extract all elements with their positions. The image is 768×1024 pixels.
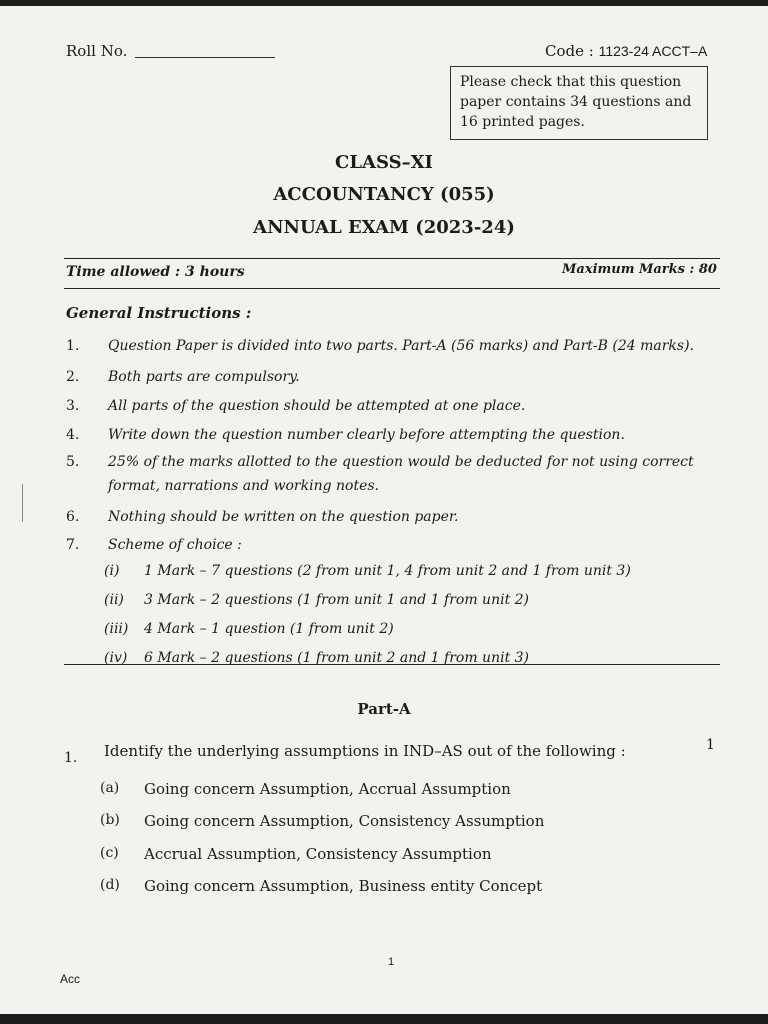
exam-page: Roll No. Code : 1123-24 ACCT–A Please check that this question paper contains 34 questions and 16 printed pages. CLASS–XI ACCOUNTANCY (055) ANNUAL EXAM (2023-24) Time allowed : 3 hours Maximum Marks : 80 General Instructions : 1. Question Paper is divided into two parts. Part-A (56 marks) and Part-B (24 marks). 2. Both parts are compulsory. 3. All parts of the question should be attempted at one place. 4. Write down the question number clearly before attempting the question. 5. 25% of the marks allotted to the question would be deducted for not using correct format, narrations and working notes. 6. Nothing should be written on the question paper. 7. Scheme of choice : (i) 1 Mark – 7 questions (2 from unit 1, 4 from unit 2 and 1 from unit 3) (ii) 3 Mark – 2 questions (1 from unit 1 and 1 from unit 2) (iii) 4 Mark – 1 question (1 from unit 2) (iv) 6 Mark – 2 questions (1 from unit 2 and 1 from unit 3) Part-A 1. Identify the underlying assumptions in IND–AS out of the following : 1 (a) Going concern Assumption, Accrual Assumption (b) Going concern Assumption, Consistency Assumption (c) Accrual Assumption, Consistency Assumption (d) Going concern Assumption, Business entity Concept 1 Acc bbox=[0, 6, 768, 1014]
option-text: Going concern Assumption, Consistency Assumption bbox=[144, 812, 545, 830]
option-label: (b) bbox=[100, 812, 120, 828]
question-text: Identify the underlying assumptions in IND–AS out of the following : bbox=[104, 742, 626, 760]
instructions-heading: General Instructions : bbox=[66, 304, 252, 322]
divider-top bbox=[64, 258, 720, 259]
choice-number: (iii) bbox=[104, 621, 129, 637]
time-allowed: Time allowed : 3 hours bbox=[66, 264, 245, 280]
choice-text: 1 Mark – 7 questions (2 from unit 1, 4 from unit 2 and 1 from unit 3) bbox=[144, 563, 631, 579]
option-label: (a) bbox=[100, 780, 120, 796]
code-value: 1123-24 ACCT–A bbox=[598, 43, 708, 59]
footer-code: Acc bbox=[60, 972, 81, 986]
option-text: Going concern Assumption, Business entity Concept bbox=[144, 877, 543, 895]
choice-number: (i) bbox=[104, 563, 120, 579]
part-a-heading: Part-A bbox=[357, 700, 411, 718]
exam-title: ANNUAL EXAM (2023-24) bbox=[253, 217, 515, 238]
instructions-end-divider bbox=[64, 664, 720, 665]
option-text: Going concern Assumption, Accrual Assumption bbox=[144, 780, 511, 798]
choice-text: 3 Mark – 2 questions (1 from unit 1 and 1 from unit 2) bbox=[144, 592, 530, 608]
roll-label: Roll No. bbox=[66, 42, 128, 60]
roll-blank-line bbox=[135, 57, 275, 58]
maximum-marks: Maximum Marks : 80 bbox=[562, 262, 717, 277]
page-number: 1 bbox=[388, 956, 395, 968]
margin-pen-mark bbox=[22, 484, 23, 522]
paper-code bbox=[545, 42, 707, 60]
option-text: Accrual Assumption, Consistency Assumption bbox=[144, 845, 492, 863]
subject-title: ACCOUNTANCY (055) bbox=[273, 184, 495, 205]
option-label: (c) bbox=[100, 845, 119, 861]
class-title: CLASS–XI bbox=[335, 152, 433, 173]
choice-number: (ii) bbox=[104, 592, 124, 608]
option-label: (d) bbox=[100, 877, 120, 893]
question-marks: 1 bbox=[706, 737, 715, 753]
question-number: 1. bbox=[64, 750, 78, 766]
code-label: Code : bbox=[545, 42, 594, 60]
choice-text: 6 Mark – 2 questions (1 from unit 2 and 1 from unit 3) bbox=[144, 650, 530, 666]
choice-text: 4 Mark – 1 question (1 from unit 2) bbox=[144, 621, 394, 637]
roll-number-field bbox=[66, 42, 275, 60]
page-check-notice: Please check that this question paper contains 34 questions and 16 printed pages. bbox=[450, 66, 708, 140]
choice-number: (iv) bbox=[104, 650, 128, 666]
divider-bottom bbox=[64, 288, 720, 289]
